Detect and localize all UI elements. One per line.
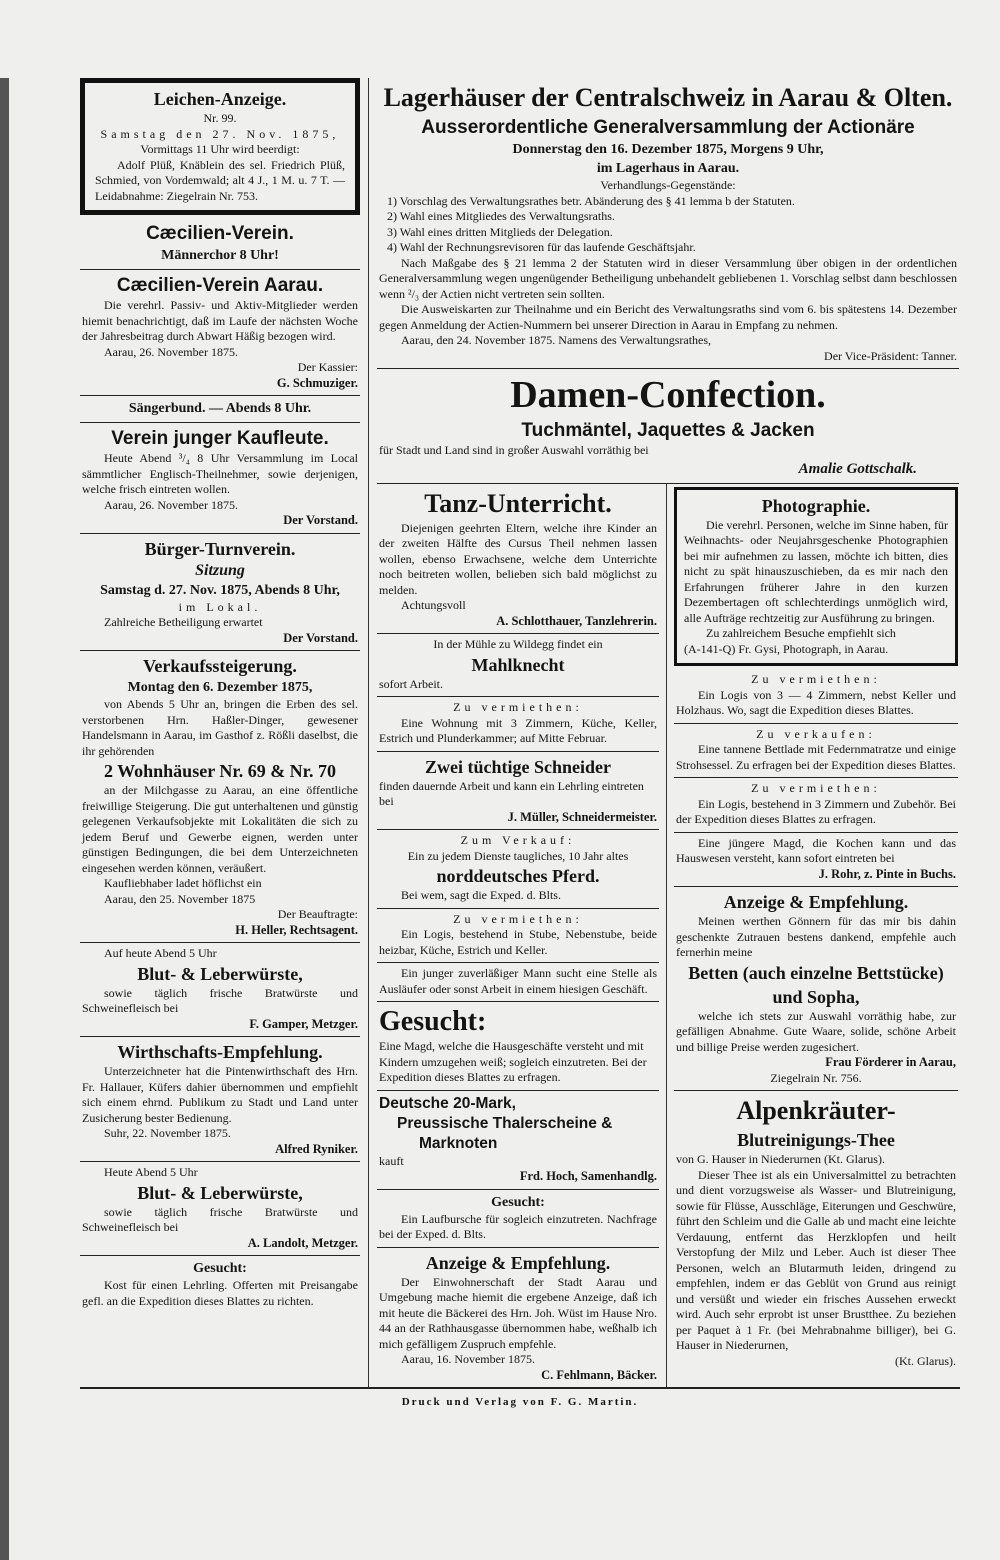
ad-line-spaced: Zu vermiethen: [453,911,583,926]
ad-line-date: Zu zahlreichem Besuche empfiehlt sich [706,626,896,640]
ad-line-para: Nach Maßgabe des § 21 lemma 2 der Statuten wird in dieser Versammlung über obigen in der ordentlichen Generalversammlung wegen ungenügender Betheiligung unbehandelt gebliebenen 1. Vorschlag selbst dann beschlossen wenn ²/₃ der Actien nicht vertreten sein sollten. [379,255,957,301]
ad-line-sign: C. Fehlmann, Bäcker. [541,1367,657,1382]
ad-line-para: Die Ausweiskarten zur Theilnahme und ein Bericht des Verwaltungsraths sind vom 6. bis spätestens 14. Dezember gegen Anmeldung der Actien-Nummern bei unserer Direction in Aarau in Empfang zu nehmen. [379,302,957,332]
ad-line-date: Aarau, den 25. November 1875 [104,891,256,906]
ad-line-sign: Der Vorstand. [283,630,358,645]
ad-line-title: und Sopha, [772,986,860,1007]
ad-line-title-sans: Cæcilien-Verein. [146,223,294,244]
ad-line-center: Ein zu jedem Dienste taugliches, 10 Jahr altes [407,848,629,863]
newspaper-page [80,78,960,1387]
ad-line-spaced: Zu vermiethen: [751,781,881,795]
ad-zu-vermiethen-wohnung [377,697,659,752]
ad-line-italic: Sitzung [195,561,245,579]
ad-line-heading: Donnerstag den 16. Dezember 1875, Morgens 9 Uhr, [512,142,824,157]
ad-line-sign: J. Müller, Schneidermeister. [507,809,657,824]
ad-line-date: Heute Abend 5 Uhr [104,1165,198,1179]
ad-line-para: Eine tannene Bettlade mit Federnmatratze und einige Strohsessel. Zu erfragen bei der Expedition dieses Blattes. [676,742,956,772]
ad-line-plain: von G. Hauser in Niederurnen (Kt. Glarus). [676,1152,885,1166]
ad-line-para: Eine jüngere Magd, die Kochen kann und das Hauswesen versteht, kann sofort eintreten bei [676,835,956,865]
ad-line-date: Kaufliebhaber ladet höflichst ein [104,876,262,890]
ad-line-title: Blutreinigungs-Thee [737,1130,895,1150]
ad-line-para: welche ich stets zur Auswahl vorräthig habe, zur gefälligen Abnahme. Gute Waare, solide, schöne Arbeit und billige Preise werden zugesichert. [676,1008,956,1054]
column-right-area [369,78,959,1387]
lower-columns [377,484,959,1388]
ad-line-date: Aarau, 26. November 1875. [104,344,238,359]
ad-zu-vermiethen-logis-3-zimmer [674,778,958,833]
ad-line-spaced: Zum Verkauf: [460,833,576,847]
ad-line-sign-light: Der Vice-Präsident: Tanner. [824,348,957,363]
ad-line-para: sowie täglich frische Bratwürste und Schweinefleisch bei [82,1204,358,1234]
ad-alpenkraeuter-thee [674,1091,958,1373]
ad-line-heading: im Lagerhaus in Aarau. [596,161,740,176]
ad-lagerhaeuser-centralschweiz [377,78,959,369]
ad-line-title: Verkaufssteigerung. [143,656,297,676]
ad-line-para: Kost für einen Lehrling. Offerten mit Preisangabe gefl. an die Expedition dieses Blattes zu richten. [82,1278,358,1308]
ad-line-spaced: im Lokal. [178,599,262,614]
ad-line-center: Vormittags 11 Uhr wird beerdigt: [140,142,300,156]
ad-line-spaced: Zu verkaufen: [756,726,876,741]
ad-line-para: von Abends 5 Uhr an, bringen die Erben des sel. verstorbenen Hrn. Haßler-Dinger, gewesener Handelsmann in Aarau, im Gasthof z. Rößli daselbst, die ihr gehörenden [82,697,358,758]
ad-line-date: Suhr, 22. November 1875. [104,1126,231,1140]
ad-line-sign: Frd. Hoch, Samenhandlg. [519,1169,657,1183]
ad-line-plain: für Stadt und Land sind in großer Auswahl vorräthig bei [379,443,649,457]
ad-line-list: 3) Wahl eines dritten Mitglieds der Delegation. [387,224,613,239]
ad-line-heading: Gesucht: [491,1194,545,1210]
ad-line-para: Diejenigen geehrten Eltern, welche ihre Kinder an der zweiten Hälfte des Cursus Theil nehmen lassen wollen, ebenso Erwachsene, welche dem Unterrichte noch beitreten wollen, belieben sich bald möglichst zu melden. [379,520,657,597]
ad-line-sign: H. Heller, Rechtsagent. [235,922,358,937]
ad-juengere-magd [674,833,958,888]
ad-line-heading: Gesucht: [193,1261,247,1276]
ad-line-title-sans: Cæcilien-Verein Aarau. [116,275,324,296]
ad-verein-junger-kaufleute [80,423,360,534]
ad-line-sign: Alfred Ryniker. [275,1141,358,1156]
column-middle [377,484,667,1388]
wide-ads [377,78,959,484]
ad-line-title: Bürger-Turnverein. [144,538,296,559]
ad-line-plain: finden dauernde Arbeit und kann ein Lehrling eintreten bei [379,778,644,808]
ad-line-sign: Frau Förderer in Aarau, [825,1055,956,1069]
scan-edge [0,78,9,1560]
ad-line-sign: A. Schlotthauer, Tanzlehrerin. [496,613,657,628]
ad-saengerbund [80,396,360,423]
ad-line-title: Anzeige & Empfehlung. [425,1252,611,1273]
ad-line-spaced: Zu vermiethen: [751,672,881,686]
ad-line-title: 2 Wohnhäuser Nr. 69 & Nr. 70 [103,761,337,781]
ad-line-para: Meinen werthen Gönnern für das mir bis dahin geschenkte Zutrauen bestens dankend, empfehle auch fernerhin meine [676,914,956,959]
ad-deutsche-20-mark [377,1091,659,1190]
ad-line-para: Eine Wohnung mit 3 Zimmern, Küche, Keller, Estrich und Plunderkammer; auf Mitte Februar. [379,715,657,745]
ad-line-title-gesucht: Gesucht: [379,1006,487,1037]
ad-line-date: Zahlreiche Betheiligung erwartet [104,615,263,629]
ad-line-para: Ein Logis von 3 — 4 Zimmern, nebst Keller und Holzhaus. Wo, sagt die Expedition dieses Blattes. [676,687,956,717]
ad-line-spaced: Zu vermiethen: [453,700,583,714]
ad-line-plain: (A-141-Q) Fr. Gysi, Photograph, in Aarau. [684,641,889,656]
ad-zum-verkauf-pferd [377,830,659,909]
ad-blut-leberwuerste-landolt [80,1162,360,1256]
ad-line-title: Zwei tüchtige Schneider [425,756,611,777]
ad-line-title: Blut- & Leberwürste, [137,963,303,984]
ad-line-heading: Männerchor 8 Uhr! [161,248,279,263]
ad-anzeige-empfehlung-baeckerei [377,1248,659,1388]
ad-line-para: Heute Abend ³/₄ 8 Uhr Versammlung im Local sämmtlicher Englisch-Theilnehmer, sowie derjenigen, welche frisch eintreten wollen. [82,451,358,496]
ad-zwei-schneider [377,752,659,831]
ad-line-title: Mahlknecht [471,654,565,675]
ad-line-plain: kauft [379,1153,404,1168]
ad-line-title: Blut- & Leberwürste, [137,1182,303,1203]
ad-line-para: Ein junger zuverläßiger Mann sucht eine Stelle als Ausläufer oder sonst Arbeit in einem hiesigen Geschäft. [379,966,657,996]
ad-line-list: 2) Wahl eines Mitgliedes des Verwaltungsraths. [387,209,615,223]
ad-caecilien-verein-aarau [80,270,360,396]
ad-line-title-sans: Tuchmäntel, Jaquettes & Jacken [521,420,815,441]
ad-line-title: Leichen-Anzeige. [153,89,287,109]
ad-line-heading: Samstag d. 27. Nov. 1875, Abends 8 Uhr, [100,582,340,598]
ad-line-para: Die verehrl. Personen, welche im Sinne haben, für Weihnachts- oder Neujahrsgeschenke Photographien bei mir aufnehmen zu lassen, möchte ich bitten, dies nicht zu spät hinauszuschieben, da es mir nach den Erfahrungen früherer Jahre in den kurzen Dezembertagen oft schlechterdings unmöglich wird, alle Aufträge rechtzeitig zur Ausführung zu bringen. [684,517,948,625]
imprint: Druck und Verlag von F. G. Martin. [80,1387,960,1410]
ad-zu-vermiethen-logis-3-4 [674,669,958,724]
ad-line-sans-bold-indent2: Marknoten [419,1134,498,1152]
ad-line-para: an der Milchgasse zu Aarau, an eine öffentliche freiwillige Steigerung. Die gut unterhaltenen und günstig gelegenen Verkaufsobjekte mit Lokalitäten die sich zu jedem Beruf und Gewerbe eignen, werden unter günstigen Bedingungen, die bei dem Unterzeichneten eingesehen werden können, veräußert. [82,783,358,875]
ad-line-heading: Montag den 6. Dezember 1875, [127,680,313,695]
ad-line-center: In der Mühle zu Wildegg findet ein [433,637,603,651]
ad-line-sans-bold: Deutsche 20-Mark, [379,1094,516,1112]
ad-line-title-l: Alpenkräuter- [736,1096,896,1125]
ad-line-date: Achtungsvoll [401,598,466,612]
ad-gesucht-kost [80,1256,360,1313]
ad-line-para: Ein Logis, bestehend in Stube, Nebenstube, beide heizbar, Küche, Estrich und Keller. [379,927,657,957]
ad-line-title-l: Lagerhäuser der Centralschweiz in Aarau & Olten. [383,83,953,112]
ad-line-para: sowie täglich frische Bratwürste und Schweinefleisch bei [82,985,358,1015]
ad-line-list: 1) Vorschlag des Verwaltungsrathes betr. Abänderung des § 41 lemma b der Statuten. [387,193,795,208]
ad-line-italic-right: Amalie Gottschalk. [798,460,917,477]
column-right [667,484,958,1388]
ad-line-date: Auf heute Abend 5 Uhr [104,946,217,960]
column-left [80,78,369,1387]
ad-photographie [674,487,958,667]
ad-zu-vermiethen-logis [377,909,659,964]
ad-line-center: Ziegelrain Nr. 756. [770,1070,862,1085]
ad-line-center: Nr. 99. [203,111,237,125]
ad-line-para: Unterzeichneter hat die Pintenwirthschaft des Hrn. Fr. Hallauer, Küfers dahier übernommen und empfiehlt sich einem ehrnd. Publikum zu Stadt und Land unter Zusicherung bester Bedienung. [82,1064,358,1125]
ad-line-para: Ein Laufbursche für sogleich einzutreten. Nachfrage bei der Exped. d. Blts. [379,1211,657,1241]
ad-leichen-anzeige [80,78,360,215]
ad-line-sign: G. Schmuziger. [276,375,358,390]
ad-line-title: Anzeige & Empfehlung. [723,892,909,912]
ad-line-title: Photographie. [761,495,871,516]
ad-line-sign: J. Rohr, z. Pinte in Buchs. [818,866,956,881]
ad-line-para: Ein Logis, bestehend in 3 Zimmern und Zubehör. Bei der Expedition dieses Blattes zu erfragen. [676,796,956,826]
ad-line-sign-light: Der Beauftragte: [277,907,358,921]
ad-line-plain: Eine Magd, welche die Hausgeschäfte versteht und mit Kindern umzugehen weiß; sogleich einzutreten. Bei der Expedition dieses Blattes zu erfragen. [379,1039,647,1084]
ad-line-title-sans: Verein junger Kaufleute. [111,428,329,449]
ad-line-plain: sofort Arbeit. [379,676,443,691]
ad-line-title: Betten (auch einzelne Bettstücke) [688,962,944,983]
ad-line-date: Aarau, den 24. November 1875. Namens des Verwaltungsrathes, [401,333,712,347]
ad-line-sans-bold-indent: Preussische Thalerscheine & [397,1114,613,1132]
ad-line-date: Aarau, 26. November 1875. [104,497,238,512]
ad-line-sign-light: (Kt. Glarus). [895,1353,956,1368]
ad-line-sign: Der Vorstand. [283,513,358,527]
ad-muehle-wildegg [377,634,659,697]
ad-wirthschafts-empfehlung [80,1037,360,1162]
ad-line-sign: A. Landolt, Metzger. [247,1235,358,1250]
ad-gesucht-magd [377,1002,659,1091]
ad-blut-leberwuerste-gamper [80,943,360,1037]
ad-gesucht-laufbursche [377,1190,659,1248]
ad-zu-verkaufen-bettlade [674,724,958,779]
ad-line-list: 4) Wahl der Rechnungsrevisoren für das laufende Geschäftsjahr. [387,240,696,254]
ad-line-sign-light: Der Kassier: [297,360,358,374]
ad-line-para: Der Einwohnerschaft der Stadt Aarau und Umgebung mache hiemit die ergebene Anzeige, daß ich mit heute die Bäckerei des Hrn. Joh. Wüst im Hause Nro. 44 an der Rathhausgasse übernommen habe, weßhalb ich mich gefälligem Zuspruch empfehle. [379,1274,657,1351]
ad-line-title-xl: Damen-Confection. [510,374,826,416]
ad-line-sign: F. Gamper, Metzger. [249,1016,358,1031]
ad-line-spaced: Samstag den 27. Nov. 1875, [100,126,340,141]
ad-line-para: Die verehrl. Passiv- und Aktiv-Mitglieder werden hiemit benachrichtigt, daß im Laufe der nächsten Woche der Jahresbeitrag durch Abwart Häßig bezogen wird. [82,298,358,343]
ad-line-heading: Sängerbund. — Abends 8 Uhr. [128,401,312,416]
ad-tanz-unterricht [377,484,659,635]
ad-line-title-l: Tanz-Unterricht. [424,488,612,518]
ad-junger-mann [377,963,659,1002]
ad-line-title: Wirthschafts-Empfehlung. [117,1042,323,1062]
ad-line-para: Adolf Plüß, Knäblein des sel. Friedrich Plüß, Schmied, von Vordemwald; alt 4 J., 1 M. u. 7 T. — Leidabnahme: Ziegelrain Nr. 753. [95,157,345,203]
ad-caecilien-verein [80,218,360,270]
ad-line-date: Bei wem, sagt die Exped. d. Blts. [401,888,561,902]
ad-line-date: Aarau, 16. November 1875. [401,1352,535,1366]
ad-damen-confection [377,369,959,484]
ad-line-center: Verhandlungs-Gegenstände: [600,178,736,192]
ad-line-title: norddeutsches Pferd. [436,866,600,886]
ad-verkaufssteigerung [80,651,360,943]
ad-buerger-turnverein [80,534,360,652]
ad-anzeige-empfehlung-betten [674,887,958,1091]
ad-line-title-sans: Ausserordentliche Generalversammlung der Actionäre [421,117,915,138]
ad-line-para: Dieser Thee ist als ein Universalmittel zu betrachten und dient vorzugsweise als Wasser- und Blutreinigung, sowie für Flüsse, Ausschläge, Eiterungen und Geschwüre, führt den Schleim und die Galle ab und macht eine leichte Verdauung, entfernt das Herzklopfen und heilt Verstopfung der Milz und Leber. Auch ist dieser Thee Personen, welch an Blutarmuth leiden, dringend zu empfehlen, indem er das Geblüt von Grund aus reinigt und versüßt und wieder ein frisches Aussehen erweckt wird. Auch sehr erprobt ist unser Brustthee. Zu beziehen per Paquet à 1 Fr. (bei Mehrabnahme billiger), bei G. Hauser in Niederurnen, [676,1167,956,1352]
